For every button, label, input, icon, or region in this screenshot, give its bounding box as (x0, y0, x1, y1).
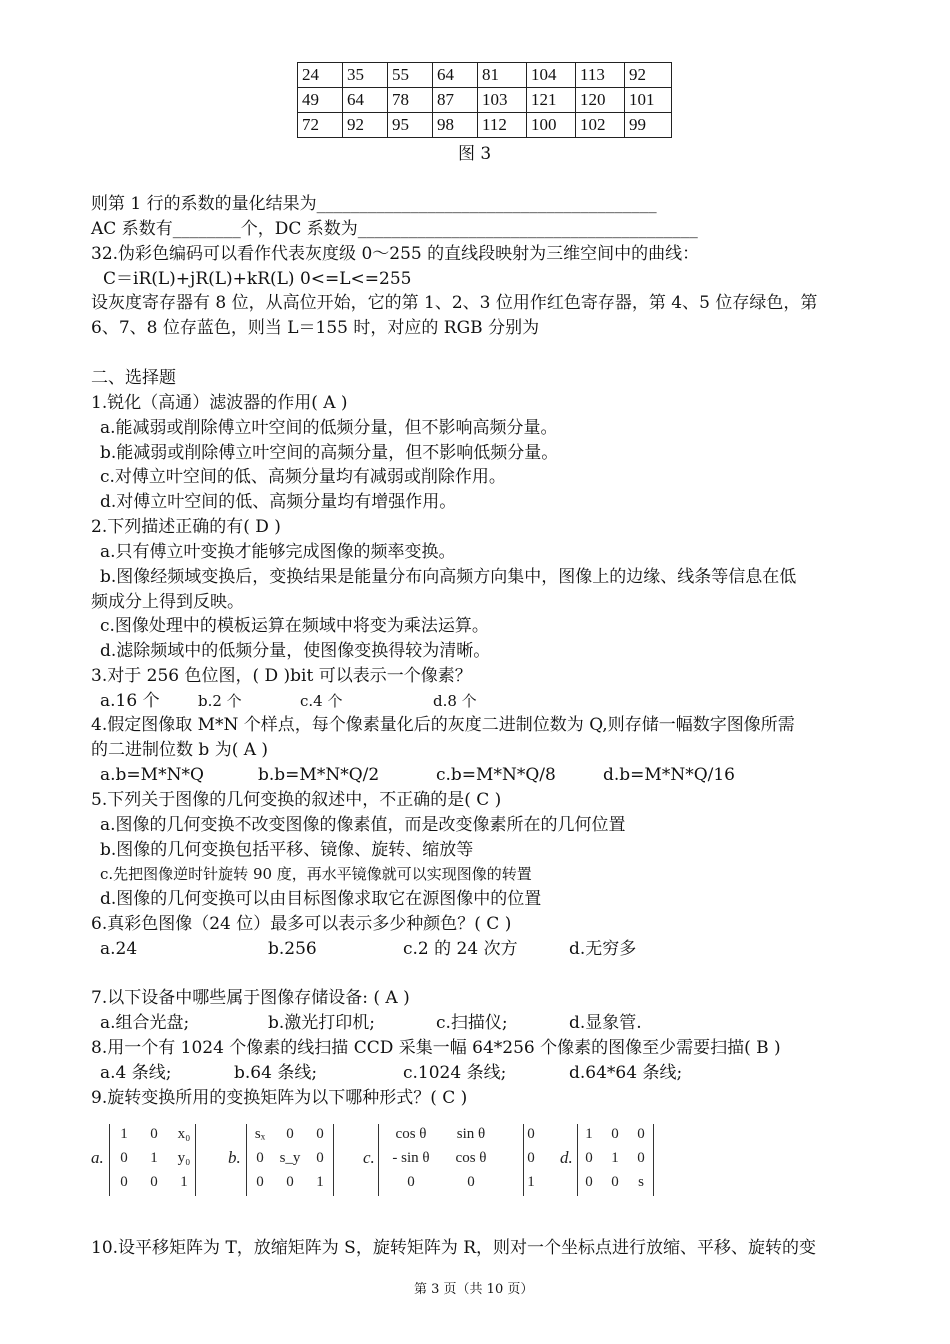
ac-dc-blank-line: AC 系数有________个，DC 系数为________________________________________ (91, 219, 698, 239)
table-cell: 98 (433, 113, 478, 138)
matrix-c-entry: - sin θ (392, 1150, 430, 1166)
q7-option-b: b.激光打印机; (268, 1013, 376, 1033)
question-32-text-1: 设灰度寄存器有 8 位，从高位开始，它的第 1、2、3 位用作红色寄存器，第 4、5 位存绿色，第 (91, 293, 818, 313)
matrix-b-entry: 0 (256, 1150, 264, 1166)
q3-option-c: c.4 个 (300, 692, 343, 710)
matrix-c-entry: 0 (407, 1174, 415, 1190)
q5-option-d: d.图像的几何变换可以由目标图像求取它在源图像中的位置 (100, 889, 542, 909)
matrix-b-entry: sₓ (254, 1126, 266, 1142)
matrix-c-entry: sin θ (456, 1126, 486, 1142)
table-cell: 113 (576, 63, 625, 88)
question-3: 3.对于 256 色位图，( D )bit 可以表示一个像素？ (91, 666, 472, 686)
matrix-d-entry: 0 (637, 1150, 645, 1166)
matrix-d-entry: 0 (585, 1150, 593, 1166)
formula-line: C＝iR(L)+jR(L)+kR(L) 0<=L<=255 (103, 269, 412, 289)
matrix-b-entry: 1 (316, 1174, 324, 1190)
q5-option-c: c.先把图像逆时针旋转 90 度，再水平镜像就可以实现图像的转置 (100, 865, 532, 883)
q1-option-a: a.能减弱或削除傅立叶空间的低频分量，但不影响高频分量。 (100, 418, 558, 438)
q6-option-b: b.256 (268, 939, 317, 959)
q3-option-b: b.2 个 (198, 692, 242, 710)
q1-option-d: d.对傅立叶空间的低、高频分量均有增强作用。 (100, 492, 457, 512)
q1-option-b: b.能减弱或削除傅立叶空间的高频分量，但不影响低频分量。 (100, 443, 559, 463)
matrix-c-entry: cos θ (455, 1150, 487, 1166)
matrix-a-entry: 0 (120, 1150, 128, 1166)
coefficient-table (297, 62, 672, 138)
matrix-c-left-bar (378, 1124, 379, 1196)
matrix-c-entry: 0 (527, 1150, 535, 1166)
matrix-c-entry: 1 (527, 1174, 535, 1190)
matrix-b (228, 1124, 338, 1196)
q7-option-a: a.组合光盘; (100, 1013, 190, 1033)
table-cell: 92 (625, 63, 672, 88)
matrix-a-entry: 1 (150, 1150, 158, 1166)
matrix-c (363, 1124, 535, 1196)
question-32-text-2: 6、7、8 位存蓝色，则当 L＝155 时，对应的 RGB 分别为 (91, 318, 540, 338)
q4-option-c: c.b=M*N*Q/8 (436, 765, 556, 785)
table-cell: 78 (388, 88, 433, 113)
matrix-b-entry: 0 (256, 1174, 264, 1190)
table-cell: 72 (298, 113, 343, 138)
matrix-a-entry: 1 (180, 1174, 188, 1190)
matrix-a-label: a. (91, 1148, 104, 1167)
question-32: 32.伪彩色编码可以看作代表灰度级 0～255 的直线段映射为三维空间中的曲线： (91, 244, 700, 264)
matrix-a-entry: 0 (120, 1174, 128, 1190)
matrix-a (91, 1124, 201, 1196)
q1-option-c: c.对傅立叶空间的低、高频分量均有减弱或削除作用。 (100, 467, 506, 487)
q2-option-a: a.只有傅立叶变换才能够完成图像的频率变换。 (100, 542, 456, 562)
q5-option-b: b.图像的几何变换包括平移、镜像、旋转、缩放等 (100, 840, 474, 860)
question-2: 2.下列描述正确的有( D ) (91, 517, 281, 537)
matrix-a-entry: 1 (120, 1126, 128, 1142)
matrix-b-label: b. (228, 1148, 241, 1167)
q2-option-d: d.滤除频域中的低频分量，使图像变换得较为清晰。 (100, 641, 491, 661)
table-cell: 99 (625, 113, 672, 138)
matrix-a-entry: x₀ (177, 1126, 191, 1142)
matrix-d-entry: 0 (637, 1126, 645, 1142)
table-cell: 121 (527, 88, 576, 113)
q2-option-c: c.图像处理中的模板运算在频域中将变为乘法运算。 (100, 616, 489, 636)
table-cell: 81 (478, 63, 527, 88)
table-cell: 87 (433, 88, 478, 113)
table-cell: 92 (343, 113, 388, 138)
matrix-d-entry: 1 (585, 1126, 593, 1142)
matrix-d (560, 1124, 660, 1196)
matrix-d-entry: 1 (611, 1150, 619, 1166)
matrix-b-entry: 0 (286, 1174, 294, 1190)
matrix-b-entry: 0 (316, 1126, 324, 1142)
q6-option-d: d.无穷多 (569, 939, 637, 959)
matrix-b-entry: 0 (286, 1126, 294, 1142)
q8-option-a: a.4 条线; (100, 1063, 172, 1083)
table-cell: 49 (298, 88, 343, 113)
section-title: 二、选择题 (91, 368, 176, 388)
q2-option-b: b.图像经频域变换后，变换结果是能量分布向高频方向集中，图像上的边缘、线条等信息在低 (100, 567, 797, 587)
q2-option-b-cont: 频成分上得到反映。 (91, 592, 244, 612)
table-cell: 35 (343, 63, 388, 88)
question-9: 9.旋转变换所用的变换矩阵为以下哪种形式？( C ) (91, 1088, 468, 1108)
table-row (298, 88, 672, 113)
matrix-d-entry: 0 (611, 1174, 619, 1190)
table-cell: 64 (433, 63, 478, 88)
question-1: 1.锐化（高通）滤波器的作用( A ) (91, 393, 348, 413)
q8-option-c: c.1024 条线; (403, 1063, 507, 1083)
question-4: 4.假定图像取 M*N 个样点，每个像素量化后的灰度二进制位数为 Q,则存储一幅数字图像所需 (91, 715, 795, 735)
question-7: 7.以下设备中哪些属于图像存储设备: ( A ) (91, 988, 410, 1008)
matrix-d-label: d. (560, 1148, 573, 1167)
matrix-c-entry: 0 (467, 1174, 475, 1190)
q6-option-a: a.24 (100, 939, 138, 959)
question-10: 10.设平移矩阵为 T，放缩矩阵为 S，旋转矩阵为 R，则对一个坐标点进行放缩、平移、旋转的变 (91, 1238, 817, 1258)
q4-option-d: d.b=M*N*Q/16 (603, 765, 735, 785)
q4-option-a: a.b=M*N*Q (100, 765, 204, 785)
matrix-d-entry: 0 (611, 1126, 619, 1142)
matrix-a-entry: 0 (150, 1126, 158, 1142)
table-cell: 104 (527, 63, 576, 88)
table-cell: 100 (527, 113, 576, 138)
q6-option-c: c.2 的 24 次方 (403, 939, 518, 959)
question-5: 5.下列关于图像的几何变换的叙述中，不正确的是( C ) (91, 790, 502, 810)
q8-option-d: d.64*64 条线; (569, 1063, 683, 1083)
q7-option-c: c.扫描仪; (436, 1013, 508, 1033)
question-4-cont: 的二进制位数 b 为( A ) (91, 740, 269, 760)
matrix-b-entry: 0 (316, 1150, 324, 1166)
matrix-d-entry: s (638, 1174, 644, 1190)
table-cell: 102 (576, 113, 625, 138)
table-row (298, 113, 672, 138)
q3-option-a: a.16 个 (100, 691, 160, 711)
table-cell: 55 (388, 63, 433, 88)
matrix-c-entry: cos θ (395, 1126, 427, 1142)
table-cell: 64 (343, 88, 388, 113)
table-cell: 112 (478, 113, 527, 138)
q5-option-a: a.图像的几何变换不改变图像的像素值，而是改变像素所在的几何位置 (100, 815, 626, 835)
question-8: 8.用一个有 1024 个像素的线扫描 CCD 采集一幅 64*256 个像素的图像至少需要扫描( B ) (91, 1038, 781, 1058)
q4-option-b: b.b=M*N*Q/2 (258, 765, 380, 785)
table-row (298, 63, 672, 88)
matrix-a-entry: 0 (150, 1174, 158, 1190)
matrix-c-label: c. (363, 1148, 375, 1167)
quantization-blank-line: 则第 1 行的系数的量化结果为________________________________________ (91, 194, 657, 214)
table-cell: 103 (478, 88, 527, 113)
matrix-b-entry: s_y (279, 1150, 301, 1166)
q8-option-b: b.64 条线; (234, 1063, 318, 1083)
matrix-d-entry: 0 (585, 1174, 593, 1190)
table-cell: 120 (576, 88, 625, 113)
table-cell: 101 (625, 88, 672, 113)
q3-option-d: d.8 个 (433, 692, 477, 710)
table-caption: 图 3 (458, 144, 492, 164)
table-cell: 95 (388, 113, 433, 138)
table-cell: 24 (298, 63, 343, 88)
matrix-a-entry: y₀ (177, 1150, 191, 1166)
matrix-c-entry: 0 (527, 1126, 535, 1142)
page-footer: 第 3 页（共 10 页） (414, 1282, 534, 1297)
question-6: 6.真彩色图像（24 位）最多可以表示多少种颜色？( C ) (91, 914, 512, 934)
q7-option-d: d.显象管. (569, 1013, 642, 1033)
